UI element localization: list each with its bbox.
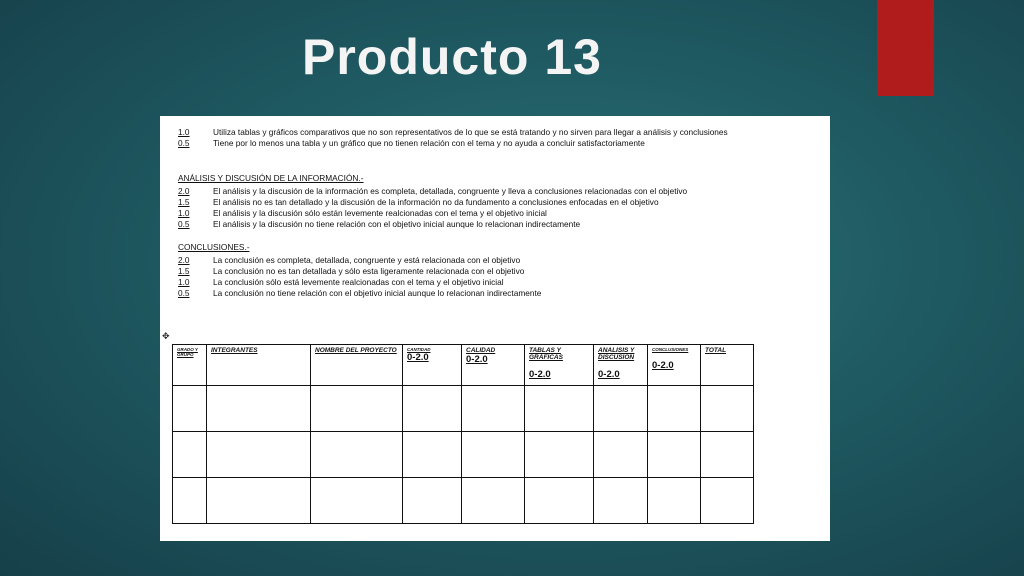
rubric-item bbox=[178, 197, 828, 208]
rubric-score: 2.0 bbox=[178, 186, 190, 196]
rubric-text: El análisis y la discusión sólo están levemente realcionadas con el tema y el objetivo inicial bbox=[213, 208, 547, 218]
rubric-item bbox=[178, 288, 828, 299]
rubric-text: Utiliza tablas y gráficos comparativos que no son representativos de lo que se está tratando y no sirven para llegar a análisis y conclusiones bbox=[213, 127, 728, 137]
header-analisis-discusion bbox=[594, 345, 648, 386]
rubric-text: El análisis y la discusión de la información es completa, detallada, congruente y lleva a conclusiones relacionadas con el objetivo bbox=[213, 186, 688, 196]
table-cell[interactable] bbox=[525, 432, 594, 478]
grading-table bbox=[172, 344, 754, 524]
rubric-text: La conclusión es completa, detallada, congruente y está relacionada con el objetivo bbox=[213, 255, 521, 265]
table-cell[interactable] bbox=[311, 478, 403, 524]
header-label: INTEGRANTES bbox=[211, 347, 258, 354]
rubric-text: La conclusión sólo está levemente realcionadas con el tema y el objetivo inicial bbox=[213, 277, 504, 287]
header-calidad bbox=[462, 345, 525, 386]
rubric-score: 1.0 bbox=[178, 277, 190, 287]
table-cell[interactable] bbox=[648, 432, 701, 478]
table-cell[interactable] bbox=[403, 386, 462, 432]
header-label: TOTAL bbox=[705, 347, 727, 354]
table-cell[interactable] bbox=[207, 478, 311, 524]
header-tablas-graficas bbox=[525, 345, 594, 386]
header-label: NOMBRE DEL PROYECTO bbox=[315, 347, 397, 354]
rubric-text: El análisis y la discusión no tiene relación con el objetivo inicial aunque lo relacionan indirectamente bbox=[213, 219, 581, 229]
rubric-item bbox=[178, 255, 828, 266]
conclusiones-section bbox=[178, 242, 828, 299]
rubric-score: 1.0 bbox=[178, 127, 190, 137]
top-items bbox=[178, 127, 828, 149]
table-cell[interactable] bbox=[594, 432, 648, 478]
table-cell[interactable] bbox=[173, 432, 207, 478]
table-cell[interactable] bbox=[311, 386, 403, 432]
header-label: ANALISIS Y DISCUSIÓN bbox=[598, 347, 635, 361]
table-cell[interactable] bbox=[207, 386, 311, 432]
rubric-item bbox=[178, 186, 828, 197]
rubric-score: 1.5 bbox=[178, 266, 190, 276]
table-cell[interactable] bbox=[701, 478, 754, 524]
rubric-text: Tiene por lo menos una tabla y un gráfico que no tienen relación con el tema y no ayuda a concluir satisfactoriamente bbox=[213, 138, 645, 148]
rubric-text: La conclusión no tiene relación con el objetivo inicial aunque lo relacionan indirectamente bbox=[213, 288, 542, 298]
rubric-score: 0.5 bbox=[178, 138, 190, 148]
rubric-score: 1.0 bbox=[178, 208, 190, 218]
table-cell[interactable] bbox=[648, 386, 701, 432]
table-cell[interactable] bbox=[403, 432, 462, 478]
header-conclusiones bbox=[648, 345, 701, 386]
rubric-score: 2.0 bbox=[178, 255, 190, 265]
table-header-row bbox=[173, 345, 754, 386]
table-cell[interactable] bbox=[207, 432, 311, 478]
header-label: CONCLUSIONES bbox=[652, 347, 689, 352]
table-row bbox=[173, 478, 754, 524]
table-cell[interactable] bbox=[525, 386, 594, 432]
rubric-item bbox=[178, 219, 828, 230]
rubric-text: La conclusión no es tan detallada y sólo esta ligeramente relacionada con el objetivo bbox=[213, 266, 525, 276]
table-cell[interactable] bbox=[701, 386, 754, 432]
table-cell[interactable] bbox=[462, 386, 525, 432]
table-cell[interactable] bbox=[648, 478, 701, 524]
header-label: GRADO Y GRUPO bbox=[177, 347, 198, 357]
rubric-score: 1.5 bbox=[178, 197, 190, 207]
rubric-item bbox=[178, 266, 828, 277]
header-value: 0-2.0 bbox=[529, 369, 551, 380]
header-nombre-proyecto bbox=[311, 345, 403, 386]
table-cell[interactable] bbox=[173, 386, 207, 432]
table-cell[interactable] bbox=[525, 478, 594, 524]
header-value: 0-2.0 bbox=[598, 369, 620, 380]
section-heading: CONCLUSIONES.- bbox=[178, 242, 250, 252]
table-cell[interactable] bbox=[462, 478, 525, 524]
table-row bbox=[173, 386, 754, 432]
header-grado-grupo bbox=[173, 345, 207, 386]
move-handle-icon[interactable]: ✥ bbox=[162, 332, 170, 342]
rubric-score: 0.5 bbox=[178, 219, 190, 229]
header-label: CANTIDAD bbox=[407, 347, 431, 352]
header-label: TABLAS Y GRÁFICAS bbox=[529, 347, 563, 361]
table-cell[interactable] bbox=[594, 478, 648, 524]
header-total bbox=[701, 345, 754, 386]
rubric-score: 0.5 bbox=[178, 288, 190, 298]
table-cell[interactable] bbox=[311, 432, 403, 478]
header-integrantes bbox=[207, 345, 311, 386]
section-heading: ANÁLISIS Y DISCUSIÓN DE LA INFORMACIÓN.- bbox=[178, 173, 364, 183]
table-cell[interactable] bbox=[462, 432, 525, 478]
rubric-item bbox=[178, 277, 828, 288]
header-value: 0-2.0 bbox=[652, 360, 674, 371]
accent-bar bbox=[877, 0, 934, 96]
rubric-text: El análisis no es tan detallado y la discusión de la información no da fundamento a conclusiones enfocadas en el objetivo bbox=[213, 197, 659, 207]
table-cell[interactable] bbox=[594, 386, 648, 432]
rubric-item bbox=[178, 127, 828, 138]
header-label: CALIDAD bbox=[466, 347, 496, 354]
rubric-item bbox=[178, 208, 828, 219]
document-image bbox=[160, 116, 830, 541]
table-row bbox=[173, 432, 754, 478]
analisis-section bbox=[178, 173, 828, 230]
header-value: 0-2.0 bbox=[407, 352, 429, 363]
header-cantidad bbox=[403, 345, 462, 386]
slide-title: Producto 13 bbox=[302, 29, 602, 85]
table-cell[interactable] bbox=[173, 478, 207, 524]
header-value: 0-2.0 bbox=[466, 354, 488, 365]
table-cell[interactable] bbox=[701, 432, 754, 478]
table-cell[interactable] bbox=[403, 478, 462, 524]
rubric-item bbox=[178, 138, 828, 149]
